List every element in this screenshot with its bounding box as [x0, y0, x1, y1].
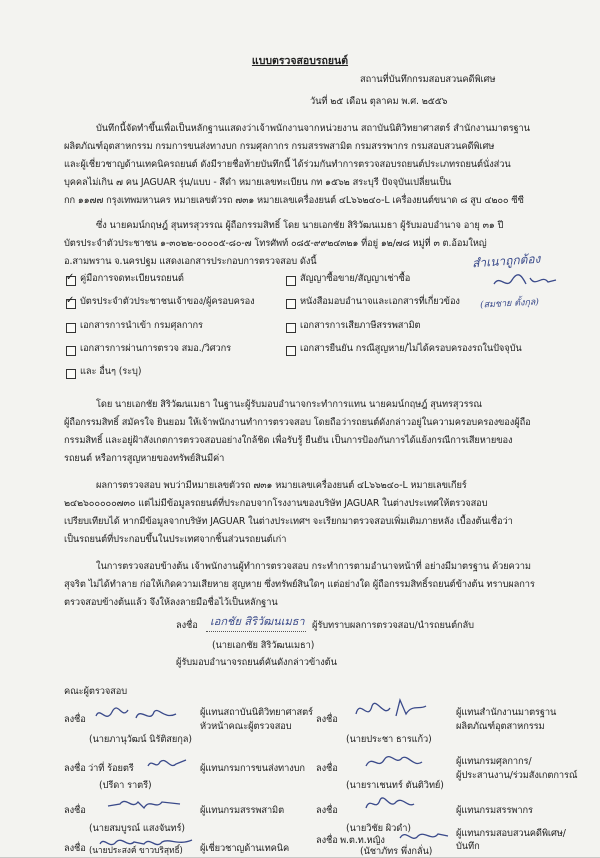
committee-org: ผู้แทนกรมสรรพากร: [456, 805, 533, 816]
doc-checkbox[interactable]: [66, 369, 76, 379]
committee-org: ผลิตภัณฑ์อุตสาหกรรม: [456, 721, 545, 732]
committee-org: บันทึก: [456, 841, 480, 852]
paragraph-line: ผู้ถือกรรมสิทธิ์ สมัครใจ ยินยอม ให้เจ้าพนักงานทำการตรวจสอบ โดยถือว่ารถยนต์ดังกล่าวอยู่ในความครอบครองของผู้ถือ: [64, 417, 531, 428]
doc-label: เอกสารการผ่านการตรวจ สมอ./วิศวกร: [80, 343, 232, 354]
committee-org: ผู้แทนกรมศุลกากร/: [456, 756, 532, 767]
paragraph-line: เป็นรถยนต์ที่ประกอบขึ้นในประเทศจากชิ้นส่วนรถยนต์เก่า: [64, 534, 287, 545]
paragraph-line: กก ๑๑๗๗ กรุงเทพมหานคร หมายเลขตัวรถ ๗๓๑ หมายเลขเครื่องยนต์ ๔L๖๖๒๔๐-L เครื่องยนต์ขนาด ๘ สูบ ๔๒๐๐ ซีซี: [64, 195, 524, 206]
doc-checkbox[interactable]: [66, 299, 76, 309]
committee-name: (นายสมบูรณ์ แสงจันทร์): [89, 823, 185, 834]
committee-org: ผู้แทนกรมสอบสวนคดีพิเศษ/: [456, 828, 566, 839]
sign-label: ลงชื่อ: [64, 805, 86, 816]
committee-org: ผู้แทนสถาบันนิติวิทยาศาสตร์: [200, 707, 313, 718]
committee-signature: [104, 792, 184, 814]
owner-role: ผู้รับทราบผลการตรวจสอบ/นำรถยนต์กลับ: [312, 620, 474, 631]
doc-checkbox[interactable]: [286, 276, 296, 286]
sign-label: ลงชื่อ: [316, 835, 338, 846]
paragraph-line: โดย นายเอกชัย สิริวัฒนเมธา ในฐานะผู้รับมอบอำนาจกระทำการแทน นายคมน์กฤษฎ์ สุนทรสุวรรณ: [96, 399, 482, 410]
paragraph-line: บันทึกนี้จัดทำขึ้นเพื่อเป็นหลักฐานแสดงว่าเจ้าพนักงานจากหน่วยงาน สถาบันนิติวิทยาศาสตร์ สำนักงานมาตรฐาน: [96, 123, 530, 134]
paragraph-line: ผลิตภัณฑ์อุตสาหกรรม กรมการขนส่งทางบก กรมศุลกากร กรมสรรพสามิต กรมสรรพากร กรมสอบสวนคดีพิเศษ: [64, 141, 495, 152]
doc-label: สัญญาซื้อขาย/สัญญาเช่าซื้อ: [300, 273, 411, 284]
doc-label: คู่มือการจดทะเบียนรถยนต์: [80, 273, 184, 284]
owner-note: ผู้รับมอบอำนาจรถยนต์คันดังกล่าวข้างต้น: [176, 657, 337, 668]
doc-checkbox[interactable]: [66, 346, 76, 356]
committee-org: ผู้ประสานงาน/ร่วมสังเกตการณ์: [456, 770, 578, 781]
committee-signature: [92, 702, 182, 726]
paragraph-line: สุจริต ไม่ได้ทำลาย ก่อให้เกิดความเสียหาย สูญหาย ซึ่งทรัพย์สินใดๆ แต่อย่างใด ผู้ถือกรรมสิทธิ์รถยนต์ข้างต้น ทราบผลการ: [64, 579, 535, 590]
committee-name: (นัชาภัทร พึ่งกลั่น): [360, 846, 433, 857]
doc-label: และ อื่นๆ (ระบุ): [80, 366, 142, 377]
paragraph-line: บุคคลไม่เกิน ๗ คน JAGUAR รุ่น/แบบ - สีดำ หมายเลขทะเบียน กท ๑๕๖๒ สระบุรี ปัจจุบันเปลี่ยนเป็น: [64, 177, 452, 188]
sign-label: ลงชื่อ: [64, 843, 86, 854]
committee-title: คณะผู้ตรวจสอบ: [64, 686, 128, 697]
sign-label: ลงชื่อ: [64, 714, 86, 725]
committee-prefix: ว่าที่ ร้อยตรี: [88, 763, 134, 774]
committee-org: ผู้แทนสำนักงานมาตรฐาน: [456, 707, 557, 718]
committee-org: หัวหน้าคณะผู้ตรวจสอบ: [200, 721, 292, 732]
committee-signature: [396, 826, 452, 846]
paragraph-line: อ.สามพราน จ.นครปฐม แสดงเอกสารประกอบการตรวจสอบ ดังนี้: [64, 256, 317, 267]
certification-signature: [490, 270, 560, 294]
committee-signature: [362, 790, 418, 814]
doc-label: เอกสารยืนยัน กรณีสูญหาย/ไม่ได้ครอบครองรถในปัจจุบัน: [300, 343, 522, 354]
doc-checkbox[interactable]: [286, 346, 296, 356]
handwritten-certification: สำเนาถูกต้อง: [471, 251, 541, 271]
doc-label: เอกสารการเสียภาษีสรรพสามิต: [300, 320, 421, 331]
paragraph-line: ในการตรวจสอบข้างต้น เจ้าพนักงานผู้ทำการตรวจสอบ กระทำการตามอำนาจหน้าที่ อย่างมีมาตรฐาน ด้วยความ: [96, 561, 531, 572]
record-place: สถานที่บันทึกกรมสอบสวนคดีพิเศษ: [360, 74, 496, 85]
handwritten-certifier-name: (สมชาย ตั้งกุล): [479, 297, 540, 311]
paragraph-line: ๒๔๒๖๐๐๐๐๐๗๓๐ แต่ไม่มีข้อมูลรถยนต์ที่ประกอบจากโรงงานของบริษัท JAGUAR ในต่างประเทศให้ตรวจสอบ: [64, 498, 488, 509]
paragraph-line: ตรวจสอบข้างต้นแล้ว จึงให้ลงลายมือชื่อไว้เป็นหลักฐาน: [64, 597, 278, 608]
committee-prefix: พ.ต.ท.หญิง: [340, 835, 385, 846]
committee-signature: [362, 750, 426, 772]
paragraph-line: เปรียบเทียบได้ หากมีข้อมูลจากบริษัท JAGUAR ในต่างประเทศฯ จะเรียกมาตรวจสอบเพิ่มเติมภายหลัง เบื้องต้นเชื่อว่า: [64, 516, 513, 527]
paragraph-line: รถยนต์ หรือการสูญหายของทรัพย์สินมีค่า: [64, 453, 225, 464]
committee-signature: [144, 752, 190, 774]
sign-label: ลงชื่อ: [64, 763, 86, 774]
sign-label: ลงชื่อ: [316, 805, 338, 816]
committee-org: ผู้แทนกรมการขนส่งทางบก: [200, 763, 305, 774]
committee-name: (ปรีดา ราตรี): [99, 780, 152, 791]
record-date: วันที่ ๒๕ เดือน ตุลาคม พ.ศ. ๒๕๕๖: [310, 96, 448, 107]
doc-checkbox[interactable]: [286, 299, 296, 309]
paragraph-line: บัตรประจำตัวประชาชน ๑-๓๐๒๒-๐๐๐๐๕-๘๐-๗ โทรศัพท์ ๐๘๕-๙๙๒๔๓๒๑ ที่อยู่ ๑๒/๗๘ หมู่ที่ ๓ ต.อ้อมใหญ่: [64, 238, 487, 249]
committee-org: ผู้แทนกรมสรรพสามิต: [200, 805, 285, 816]
doc-label: หนังสือมอบอำนาจและเอกสารที่เกี่ยวข้อง: [300, 296, 460, 307]
owner-signature: เอกชัย สิริวัฒนเมธา: [210, 615, 305, 628]
doc-checkbox[interactable]: [286, 323, 296, 333]
committee-name: (นายวิชัย ผิวดำ): [346, 823, 411, 834]
sign-label: ลงชื่อ: [316, 714, 338, 725]
paragraph-line: กรรมสิทธิ์ และอยู่ฝ้าสังเกตการตรวจสอบอย่างใกล้ชิด เพื่อรับรู้ ยืนยัน เป็นการป้องกันการได้แย้งกรณีการเสียหายของ: [64, 435, 513, 446]
committee-name: (นายราเชนทร์ ตันติวิทย์): [346, 780, 444, 791]
sign-label: ลงชื่อ: [176, 620, 198, 631]
owner-name: (นายเอกชัย สิริวัฒนเมธา): [212, 640, 315, 651]
paragraph-line: และผู้เชี่ยวชาญด้านเทคนิครถยนต์ ดังมีรายชื่อท้ายบันทึกนี้ ได้ร่วมกันทำการตรวจสอบรถยนต์ประเภทรถยนต์นั่งส่วน: [64, 159, 511, 170]
doc-label: เอกสารการนำเข้า กรมศุลกากร: [80, 320, 203, 331]
sign-label: ลงชื่อ: [316, 763, 338, 774]
doc-checkbox[interactable]: [66, 323, 76, 333]
committee-org: ผู้เชี่ยวชาญด้านเทคนิค: [200, 843, 290, 854]
committee-name: (นายประชา ธารแก้ว): [346, 734, 432, 745]
committee-signature: [350, 694, 430, 724]
doc-checkbox[interactable]: [66, 276, 76, 286]
paragraph-line: ซึ่ง นายคมน์กฤษฎ์ สุนทรสุวรรณ ผู้ถือกรรมสิทธิ์ โดย นายเอกชัย สิริวัฒนเมธา ผู้รับมอบอำนาจ อายุ ๓๑ ปี: [96, 220, 504, 231]
paragraph-line: ผลการตรวจสอบ พบว่ามีหมายเลขตัวรถ ๗๓๑ หมายเลขเครื่องยนต์ ๔L๖๖๒๔๐-L หมายเลขเกียร์: [96, 480, 467, 491]
committee-name: (นายภานุวัฒน์ นิรัติสยกุล): [89, 734, 192, 745]
committee-name: (นายประสงค์ ขาวบริสุทธิ์): [89, 846, 183, 856]
doc-label: บัตรประจำตัวประชาชนเจ้าของ/ผู้ครอบครอง: [80, 296, 255, 307]
document-title: แบบตรวจสอบรถยนต์: [251, 55, 349, 67]
